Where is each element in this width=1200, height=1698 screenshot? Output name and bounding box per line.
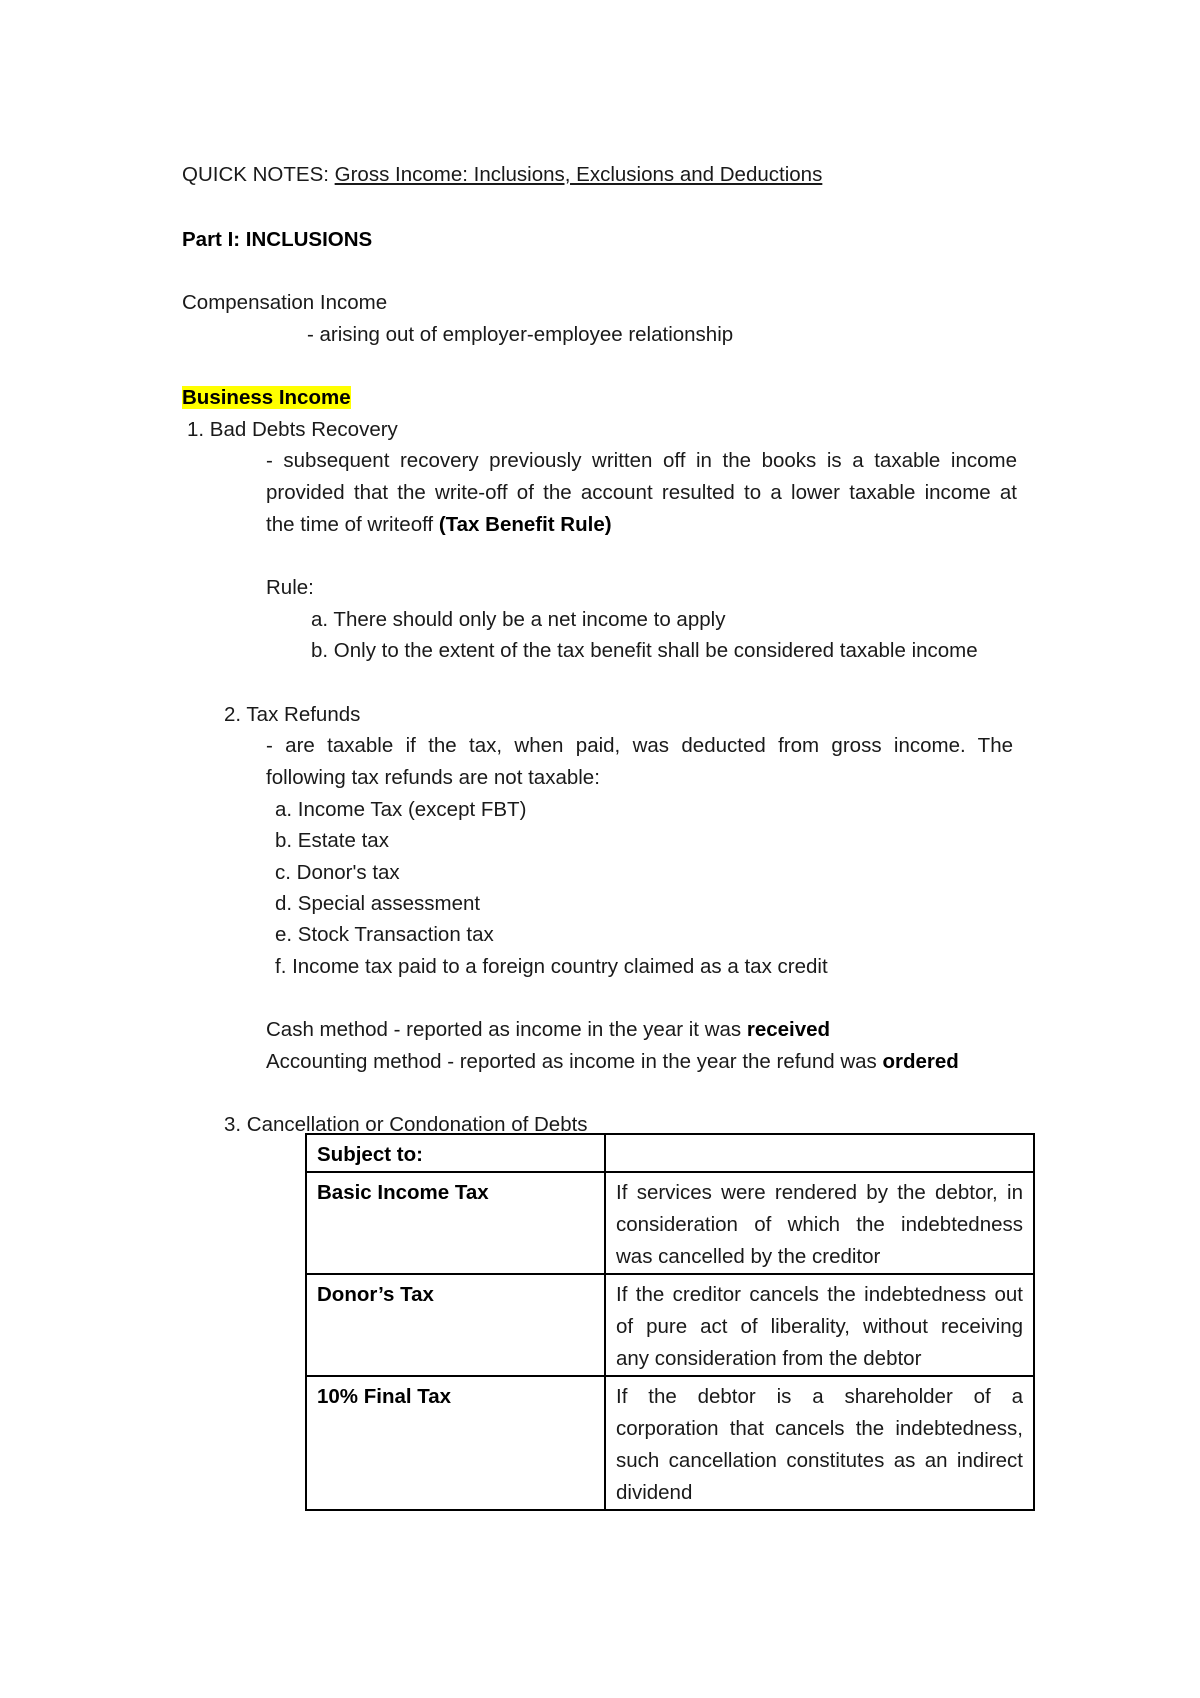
refund-item: d. Special assessment xyxy=(275,892,481,915)
accounting-method xyxy=(266,1049,959,1075)
row-description xyxy=(605,1274,1034,1376)
rule-b: b. Only to the extent of the tax benefit shall be considered taxable income xyxy=(311,639,978,662)
row-description-line: consideration of which the indebtedness xyxy=(616,1213,1023,1236)
row-description-line: corporation that cancels the indebtedness, xyxy=(616,1417,1023,1440)
row-description-line: If the debtor is a shareholder of a xyxy=(616,1385,1023,1408)
business-heading-text: Business Income xyxy=(182,386,351,409)
cash-method xyxy=(266,1017,830,1043)
rule-a: a. There should only be a net income to apply xyxy=(311,608,726,631)
refund-item: c. Donor's tax xyxy=(275,861,400,884)
bad-debts-line-1: - subsequent recovery previously written off in the books is a taxable income xyxy=(266,449,1017,472)
cash-method-bold: received xyxy=(746,1018,831,1041)
refund-item: f. Income tax paid to a foreign country claimed as a tax credit xyxy=(275,955,828,978)
row-description-line: If the creditor cancels the indebtedness out xyxy=(616,1283,1023,1306)
compensation-heading: Compensation Income xyxy=(182,291,388,314)
row-description-line: dividend xyxy=(616,1481,693,1504)
row-description-line: was cancelled by the creditor xyxy=(616,1245,881,1268)
row-label: Donor’s Tax xyxy=(306,1274,605,1376)
row-description xyxy=(605,1172,1034,1274)
title-prefix: QUICK NOTES: xyxy=(182,163,335,186)
refund-item: a. Income Tax (except FBT) xyxy=(275,798,527,821)
table-row xyxy=(306,1172,1034,1274)
table-header-right xyxy=(605,1134,1034,1172)
compensation-desc: - arising out of employer-employee relationship xyxy=(307,323,734,346)
table-row xyxy=(306,1274,1034,1376)
rule-label: Rule: xyxy=(266,576,314,599)
row-description-line: such cancellation constitutes as an indirect xyxy=(616,1449,1023,1472)
bad-debts-line-3 xyxy=(266,512,612,538)
cash-method-text: Cash method - reported as income in the year it was xyxy=(266,1018,747,1041)
bad-debts-heading: 1. Bad Debts Recovery xyxy=(187,418,398,441)
refund-item: b. Estate tax xyxy=(275,829,389,852)
tax-refunds-heading: 2. Tax Refunds xyxy=(224,703,361,726)
tax-refunds-line-2: following tax refunds are not taxable: xyxy=(266,766,600,789)
tax-refunds-line-1: - are taxable if the tax, when paid, was deducted from gross income. The xyxy=(266,734,1013,757)
row-description xyxy=(605,1376,1034,1510)
tax-benefit-rule: (Tax Benefit Rule) xyxy=(438,513,612,536)
table-header-left: Subject to: xyxy=(306,1134,605,1172)
refund-item: e. Stock Transaction tax xyxy=(275,923,494,946)
part-heading: Part I: INCLUSIONS xyxy=(182,228,373,251)
table-header-row xyxy=(306,1134,1034,1172)
row-description-line: of pure act of liberality, without receiving xyxy=(616,1315,1023,1338)
cancellation-heading: 3. Cancellation or Condonation of Debts xyxy=(224,1113,588,1136)
row-label: Basic Income Tax xyxy=(306,1172,605,1274)
row-description-line: any consideration from the debtor xyxy=(616,1347,922,1370)
title-text: Gross Income: Inclusions, Exclusions and Deductions xyxy=(334,163,823,186)
row-label: 10% Final Tax xyxy=(306,1376,605,1510)
document-title xyxy=(182,162,822,188)
business-heading xyxy=(182,385,351,411)
accounting-method-bold: ordered xyxy=(882,1050,959,1073)
row-description-line: If services were rendered by the debtor, in xyxy=(616,1181,1023,1204)
table-row xyxy=(306,1376,1034,1510)
bad-debts-line-3-text: the time of writeoff xyxy=(266,513,439,536)
bad-debts-line-2: provided that the write-off of the account resulted to a lower taxable income at xyxy=(266,481,1017,504)
accounting-method-text: Accounting method - reported as income in the year the refund was xyxy=(266,1050,883,1073)
cancellation-table xyxy=(305,1133,1035,1511)
